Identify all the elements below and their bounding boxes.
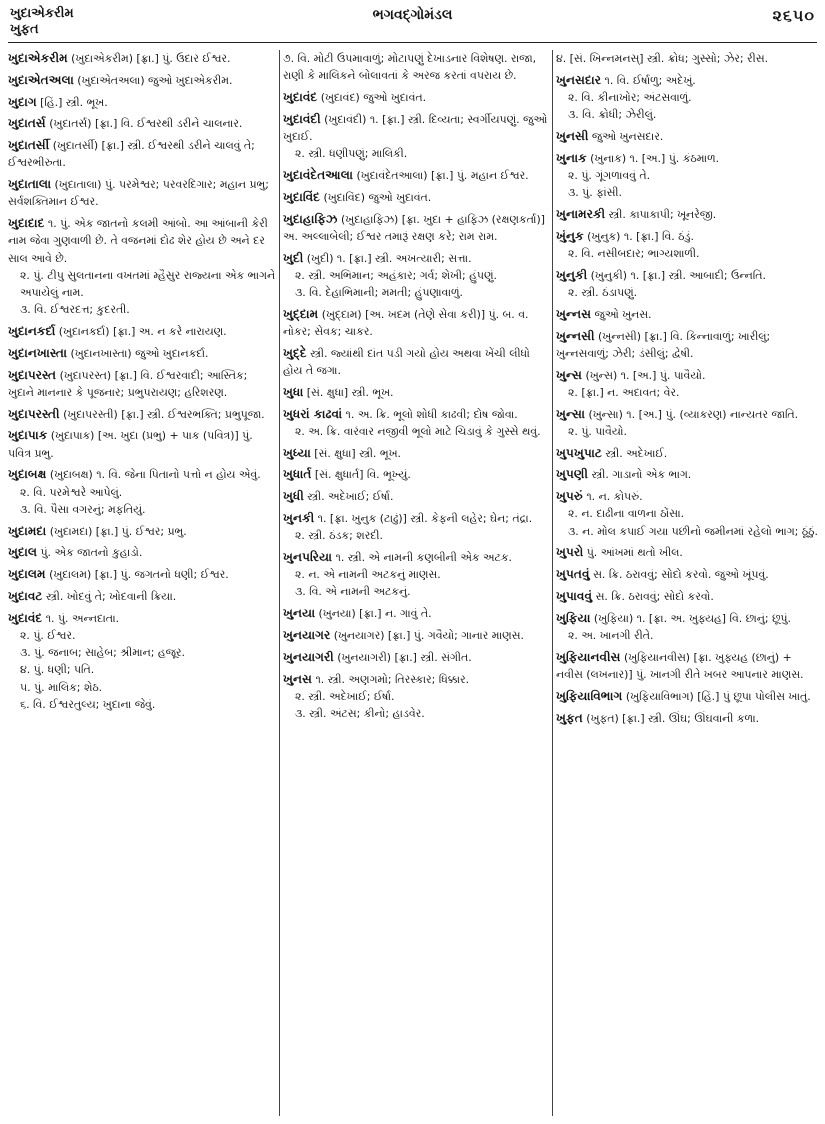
column-2 bbox=[283, 50, 549, 1118]
headword: ખુનાક bbox=[556, 150, 587, 165]
definition: (ખુફિયાવિભાગ) [હિં.] પું છૂપા પોલીસ ખાતું. bbox=[622, 689, 811, 703]
dictionary-entry bbox=[283, 89, 549, 106]
sense: ૩. પું. જનાબ; સાહેબ; શ્રીમાન; હજૂર. bbox=[20, 646, 185, 660]
definition: (ખુફિયા) ૧. [ફ્રા. અ. ખુફ્યહ] વિ. છાનું; છૂપું. bbox=[590, 611, 791, 625]
definition: સ્ત્રી. અદેખાઈ; ઈર્ષા. bbox=[303, 490, 394, 504]
sense: ૩. સ્ત્રી. અંટસ; કીનો; હાડવેર. bbox=[295, 706, 425, 720]
dictionary-entry bbox=[8, 427, 276, 461]
dictionary-entry bbox=[8, 610, 276, 713]
definition: (ખુદાલમ) [ફ્રા.] પું. જગતનો ધણી; ઈશ્વર. bbox=[45, 568, 229, 582]
definition: (ખુદાનકર્દા) [ફ્રા.] અ. ન કરે નારાયણ. bbox=[55, 325, 227, 338]
column-divider bbox=[552, 50, 553, 1116]
page-number: ૨૬૫૦ bbox=[772, 6, 815, 25]
definition: (ખુદાવંદેતઆલા) [ફ્રા.] પું. મહાન ઈશ્વર. bbox=[353, 169, 529, 182]
dictionary-entry bbox=[8, 345, 276, 362]
definition: [સં. ક્ષુધાર્ત] વિ. ભૂખ્યું. bbox=[311, 468, 411, 482]
dictionary-entry bbox=[283, 445, 549, 462]
headword: ખુદાવંદી bbox=[283, 111, 321, 126]
page-header bbox=[0, 0, 825, 36]
headword: ખુપરો bbox=[556, 545, 584, 560]
sense: ૩. ન. મોલ કપાઈ ગયા પછીનો જમીનમાં રહેલો ભાગ; ઠૂંઠું. bbox=[568, 524, 818, 538]
headword: ખુપતવું bbox=[556, 567, 590, 582]
sense: ૩. વિ. પૈસા વગરનું; મફતિયું. bbox=[20, 502, 146, 516]
sense: ૩. વિ. ઈશ્વરદત્ત; કુદરતી. bbox=[20, 303, 130, 317]
headword: ખુન્સ bbox=[556, 367, 582, 382]
definition: ૧. [ફ્રા. ખુનુક (ટાઢું)] સ્ત્રી. કેફની લહેર; ઘેન; તંદ્રા. bbox=[314, 511, 533, 525]
definition: સ. ક્રિ. ઠરાવવું; સોદો કરવો. જુઓ ખૂંપવું. bbox=[589, 568, 769, 582]
dictionary-entry bbox=[283, 211, 549, 245]
headword: ખુનયાગરી bbox=[283, 649, 334, 664]
dictionary-entry bbox=[8, 115, 276, 132]
dictionary-entry bbox=[283, 406, 549, 440]
headword: ખુદાએતઅલા bbox=[8, 72, 74, 87]
dictionary-entry bbox=[283, 306, 549, 340]
definition: ૧. પું. અન્નદાતા. bbox=[42, 611, 120, 625]
headword: ખુનસ bbox=[283, 671, 312, 686]
headword: ખુદાહાફિઝ bbox=[283, 211, 338, 226]
definition: [હિં.] સ્ત્રી. ભૂખ. bbox=[36, 95, 108, 109]
definition: જુઓ ખુનસદાર. bbox=[588, 130, 664, 143]
sense: ૪. પું. ધણી; પતિ. bbox=[20, 663, 95, 677]
column-3 bbox=[556, 50, 818, 1118]
dictionary-entry bbox=[556, 488, 818, 540]
headword: ખુનસી bbox=[556, 129, 589, 143]
headword: ખુનકી bbox=[283, 510, 315, 525]
dictionary-entry bbox=[283, 605, 549, 622]
dictionary-entry bbox=[556, 649, 818, 683]
headword: ખુનયા bbox=[283, 606, 316, 621]
dictionary-entry bbox=[556, 50, 818, 67]
dictionary-entry bbox=[556, 206, 818, 223]
dictionary-entry bbox=[556, 466, 818, 483]
sense: ૨. ન. દાઢીના વાળના ઠોંસા. bbox=[568, 507, 685, 521]
headword: ખુદી bbox=[283, 250, 304, 265]
definition: (ખુનયાગરી) [ફ્રા.] સ્ત્રી. સંગીત. bbox=[333, 650, 472, 664]
dictionary-entry bbox=[8, 406, 276, 423]
definition: ૧. ન. કોપરું. bbox=[582, 490, 643, 504]
headword: ખુદાવંદ bbox=[8, 610, 43, 625]
headword: ખુદાદાદ bbox=[8, 216, 45, 231]
headword: ખુપરું bbox=[556, 489, 583, 504]
definition: (ખુદાતર્સ) [ફ્રા.] વિ. ઈશ્વરથી ડરીને ચાલનાર. bbox=[45, 117, 243, 131]
headword: ખુફિયા bbox=[556, 610, 591, 625]
definition: (ખુન્સા) ૧. [અ.] પું. (વ્યાકરણ) નાન્યતર જાતિ. bbox=[584, 407, 799, 421]
dictionary-entry bbox=[283, 649, 549, 666]
headword: ખુદાવંદ bbox=[283, 90, 318, 104]
definition: ૧. પું. એક જાતનો કલમી આંબો. આ આંબાની કેરી નામ જેવા ગુણવાળી છે. તે વજનમાં દોઢ શેર હોય છે અને દર સાલ આવે છે. bbox=[8, 217, 268, 265]
sense: ૨. પું. ગૂંગળાવવું તે. bbox=[568, 169, 651, 182]
dictionary-entry bbox=[556, 710, 818, 727]
headword: ખુનપરિયા bbox=[283, 549, 333, 564]
guide-word-first: ખુદાએકરીમ bbox=[10, 6, 74, 21]
definition: (ખુફત) [ફ્રા.] સ્ત્રી. ઊંઘ; ઊંઘવાની કળા. bbox=[582, 711, 760, 725]
headword: ખુદ્દામ bbox=[283, 306, 319, 321]
headword: ખુનુકી bbox=[556, 267, 588, 282]
headword: ખુનયાગર bbox=[283, 627, 331, 642]
definition: (ખુદી) ૧. [ફ્રા.] સ્ત્રી. અખત્યારી; સત્તા. bbox=[303, 251, 472, 265]
definition: (ખુદાએકરીમ) [ફ્રા.] પું. ઉદાર ઈશ્વર. bbox=[67, 52, 231, 65]
headword: ખુદાપરસ્ત bbox=[8, 367, 57, 382]
headword: ખુદ્દે bbox=[283, 345, 307, 360]
definition: (ખુદાબક્ષ) ૧. વિ. જેના પિતાનો પત્તો ન હોય એવું. bbox=[46, 468, 261, 482]
definition: (ખુદાવંદી) ૧. [ફ્રા.] સ્ત્રી. દિવ્યતા; સ્વર્ગીયપણું. જુઓ ખુદાઈ. bbox=[283, 112, 548, 143]
definition: (ખુદાનખાસ્તા) જુઓ ખુદાનકર્દા. bbox=[67, 346, 209, 360]
definition: (ખુદાએતઅલા) જુઓ ખુદાએકરીમ. bbox=[73, 73, 233, 87]
headword: ખુપણી bbox=[556, 467, 589, 482]
sense: ૫. પું. માલિક; શેઠ. bbox=[20, 680, 103, 694]
definition: ૧. અ. ક્રિ. ભૂલો શોધી કાઢવી; દોષ જોવા. bbox=[342, 407, 518, 421]
definition: સ્ત્રી. જ્યાંથી દાંત પડી ગયો હોય અથવા ખેંચી લીધો હોય તે જગા. bbox=[283, 346, 530, 377]
definition: (ખુન્સ) ૧. [અ.] પું. પાવૈયો. bbox=[582, 368, 706, 382]
sense: ૨. પું. ટીપુ સુલતાનના વખતમાં મ્હૈસુર રાજ્યના એક ભાગને અપાયેલું નામ. bbox=[20, 268, 276, 299]
dictionary-entry bbox=[283, 671, 549, 723]
sense: ૨. પું. ઈશ્વર. bbox=[20, 628, 76, 642]
headword: ખુદાપરસ્તી bbox=[8, 406, 60, 421]
column-divider bbox=[279, 50, 280, 1116]
dictionary-entry bbox=[283, 167, 549, 184]
definition: સ્ત્રી. ખોદવું તે; ખોદવાની ક્રિયા. bbox=[42, 589, 177, 603]
sense: ૨. વિ. પરમેશ્વરે આપેલું. bbox=[20, 485, 123, 499]
definition: (ખુદાપરસ્ત) [ફ્રા.] વિ. ઈશ્વરવાદી; આસ્તિક; ખુદાને માનનાર કે પૂજનાર; પ્રભુપરાયણ; હરિશરણ. bbox=[8, 368, 248, 399]
headword: ખુપાવવું bbox=[556, 588, 593, 603]
headword: ખુંનુક bbox=[556, 228, 584, 243]
definition: ૧. વિ. ઈર્ષાળુ; અદેખું. bbox=[601, 73, 696, 87]
sense: ૨. વિ. નસીબદાર; ભાગ્યશાળી. bbox=[568, 247, 700, 260]
column-1 bbox=[8, 50, 276, 1118]
definition: સ્ત્રી. કાપાકાપી; ખૂનરેજી. bbox=[605, 208, 717, 221]
headword: ખુપખુપાટ bbox=[556, 445, 602, 460]
dictionary-entry bbox=[283, 345, 549, 379]
dictionary-entry bbox=[8, 367, 276, 401]
definition: પું. આંખમાં થતો ખીલ. bbox=[583, 546, 683, 560]
definition: (ખુદાપાક) [અ. ખુદા (પ્રભુ) + પાક (પવિત્ર)] પું. પવિત્ર પ્રભુ. bbox=[8, 429, 253, 460]
headword: ખુનામરકી bbox=[556, 207, 606, 221]
headword: ખુદામદા bbox=[8, 523, 47, 538]
definition: (ખુદાતર્સી) [ફ્રા.] સ્ત્રી. ઈશ્વરથી ડરીને ચાલવું તે; ઈશ્વરભીરુતા. bbox=[8, 139, 255, 170]
sense: ૨. ન. એ નામની અટકનું માણસ. bbox=[295, 568, 441, 582]
dictionary-entry bbox=[283, 250, 549, 302]
dictionary-entry bbox=[556, 128, 818, 145]
dictionary-entry bbox=[8, 176, 276, 210]
headword: ખુન્નસી bbox=[556, 328, 595, 343]
sense: ૨. સ્ત્રી. અદેખાઈ; ઈર્ષા. bbox=[295, 689, 395, 703]
headword: ખુફત bbox=[556, 710, 583, 725]
sense: ૨. સ્ત્રી. ઠંડક; શરદી. bbox=[295, 529, 383, 543]
dictionary-entry bbox=[556, 328, 818, 362]
dictionary-title: ભગવદ્ગોમંડલ bbox=[372, 7, 453, 23]
definition: ૭. વિ. મોટી ઉપમાવાળું; મોટાપણું દેખાડનાર વિશેષણ. રાજા, રાણી કે માલિકને બોલાવતાં કે અરજ કરતાં વપરાય છે. bbox=[283, 52, 537, 83]
definition: [સં. ક્ષુધા] સ્ત્રી. ભૂખ. bbox=[310, 446, 401, 460]
dictionary-entry bbox=[556, 306, 818, 323]
dictionary-entry bbox=[556, 588, 818, 605]
header-rule bbox=[8, 42, 817, 43]
dictionary-entry bbox=[283, 510, 549, 544]
headword: ખુદાનકર્દા bbox=[8, 324, 56, 338]
dictionary-entry bbox=[556, 72, 818, 124]
dictionary-entry bbox=[283, 50, 549, 84]
headword: ખુદાવટ bbox=[8, 588, 43, 603]
sense: ૩. પું. ફાંસી. bbox=[568, 186, 623, 200]
sense: ૨. સ્ત્રી. ધણીપણું; માલિકી. bbox=[295, 147, 408, 161]
sense: ૩. વિ. એ નામની અટકનું. bbox=[295, 585, 411, 599]
definition: સ. ક્રિ. ઠરાવવું; સોદો કરવો. bbox=[592, 589, 714, 603]
dictionary-entry bbox=[283, 466, 549, 483]
dictionary-entry bbox=[8, 544, 276, 561]
definition: (ખુનુક) ૧. [ફ્રા.] વિ. ઠંડું. bbox=[583, 229, 694, 243]
headword: ખુદાનખાસ્તા bbox=[8, 345, 67, 360]
dictionary-entry bbox=[8, 523, 276, 540]
definition: (ખુદાવંદ) જુઓ ખુદાવંત. bbox=[317, 91, 427, 104]
dictionary-entry bbox=[283, 488, 549, 505]
headword: ખુદાબક્ષ bbox=[8, 467, 47, 482]
sense: ૨. વિ. કીનાખોર; અંટસવાળું. bbox=[568, 91, 692, 104]
headword: ખુદાવિંદ bbox=[283, 189, 320, 204]
dictionary-entry bbox=[556, 228, 818, 262]
headword: ખુદાલ bbox=[8, 545, 38, 560]
dictionary-entry bbox=[283, 111, 549, 163]
headword: ખુધરાં કાઢવાં bbox=[283, 406, 343, 421]
headword: ખુન્નસ bbox=[556, 306, 592, 321]
headword: ખુફિયાવિભાગ bbox=[556, 688, 623, 703]
dictionary-entry bbox=[283, 627, 549, 644]
sense: ૨. અ. ક્રિ. વારંવાર નજીવી ભૂલો માટે ચિડાવું કે ગુસ્સે થવું. bbox=[295, 424, 541, 438]
definition: ૪. [સં. ખિન્નમનસ્] સ્ત્રી. ક્રોધ; ગુસ્સો; ઝેર; રીસ. bbox=[556, 52, 769, 65]
definition: (ખુનયાગર) [ફ્રા.] પું. ગવૈયો; ગાનાર માણસ. bbox=[330, 628, 524, 642]
dictionary-entry bbox=[556, 406, 818, 440]
dictionary-entry bbox=[556, 566, 818, 583]
dictionary-entry bbox=[556, 688, 818, 705]
headword: ખુધા bbox=[283, 384, 304, 399]
headword: ખુદાલમ bbox=[8, 567, 46, 582]
definition: (ખુન્નસી) [ફ્રા.] વિ. કિન્નાવાળું; ખારીલું; ખુન્નસવાળું; ઝેરી; ડંસીલું; દ્વેષી. bbox=[556, 329, 771, 360]
definition: ૧. સ્ત્રી. એ નામની કણબીની એક અટક. bbox=[332, 550, 512, 564]
dictionary-entry bbox=[556, 150, 818, 202]
definition: (ખુનયા) [ફ્રા.] ન. ગાવું તે. bbox=[315, 607, 432, 621]
definition: સ્ત્રી. ગાડાનો એક ભાગ. bbox=[588, 468, 692, 482]
headword: ખુદાપાક bbox=[8, 428, 48, 443]
sense: ૨. અ. ખાનગી રીતે. bbox=[568, 628, 654, 642]
headword: ખુદાવંદેતઆલા bbox=[283, 168, 354, 182]
headword: ખુનસદાર bbox=[556, 72, 602, 87]
dictionary-entry bbox=[8, 566, 276, 583]
definition: ૧. સ્ત્રી. અણગમો; તિરસ્કાર; ધિક્કાર. bbox=[311, 672, 470, 686]
dictionary-entry bbox=[8, 94, 276, 111]
dictionary-entry bbox=[8, 588, 276, 605]
dictionary-entry bbox=[556, 267, 818, 301]
definition: [સં. ક્ષુધા] સ્ત્રી. ભૂખ. bbox=[303, 385, 394, 399]
definition: (ખુનુકી) ૧. [ફ્રા.] સ્ત્રી. આબાદી; ઉન્નતિ. bbox=[587, 268, 766, 282]
sense: ૩. વિ. ક્રોધી; ઝેરીલું. bbox=[568, 108, 657, 122]
sense: ૬. વિ. ઈશ્વરતુલ્ય; ખુદાના જેવું. bbox=[20, 697, 156, 711]
definition: (ખુદાપરસ્તી) [ફ્રા.] સ્ત્રી. ઈશ્વરભક્તિ; પ્રભુપૂજા. bbox=[59, 407, 265, 421]
definition: જુઓ ખુનસ. bbox=[591, 307, 652, 321]
sense: ૨. [ફ્રા.] ન. અદાવત; વેર. bbox=[568, 385, 680, 399]
headword: ખુફિયાનવીસ bbox=[556, 649, 621, 664]
definition: પું. એક જાતનો કુહાડો. bbox=[37, 546, 143, 560]
definition: (ખુદાવિંદ) જુઓ ખુદાવંત. bbox=[319, 190, 432, 204]
definition: (ખુનાક) ૧. [અ.] પું. કંઠમાળ. bbox=[586, 151, 720, 165]
dictionary-entry bbox=[556, 610, 818, 644]
dictionary-entry bbox=[8, 466, 276, 518]
headword: ખુદાએકરીમ bbox=[8, 51, 68, 65]
headword: ખુદાતર્સ bbox=[8, 116, 46, 131]
definition: (ખુદાતાલા) પું. પરમેશ્વર; પરવરદિગાર; મહાન પ્રભુ; સર્વશક્તિમાન ઈશ્વર. bbox=[8, 178, 269, 209]
dictionary-entry bbox=[556, 445, 818, 462]
sense: ૨. પું. પાવૈયો. bbox=[568, 424, 627, 438]
headword: ખુદાતર્સી bbox=[8, 138, 50, 153]
headword: ખુન્સા bbox=[556, 406, 585, 421]
dictionary-entry bbox=[283, 189, 549, 206]
headword: ખુધી bbox=[283, 489, 304, 504]
dictionary-entry bbox=[8, 137, 276, 171]
dictionary-entry bbox=[8, 72, 276, 89]
definition: સ્ત્રી. અદેખાઈ. bbox=[601, 446, 668, 460]
headword: ખુદાગ bbox=[8, 94, 37, 109]
sense: ૨. સ્ત્રી. ઠંડાપણું. bbox=[568, 286, 638, 299]
dictionary-entry bbox=[556, 367, 818, 401]
headword: ખુધાર્ત bbox=[283, 467, 312, 482]
dictionary-entry bbox=[8, 50, 276, 67]
definition: (ખુદામદા) [ફ્રા.] પું. ઈશ્વર; પ્રભુ. bbox=[46, 524, 187, 538]
sense: ૨. સ્ત્રી. અભિમાન; અહંકાર; ગર્વ; શેખી; હુંપણું. bbox=[295, 268, 497, 282]
guide-word-last: ખુફત bbox=[10, 22, 39, 37]
dictionary-entry bbox=[8, 323, 276, 340]
headword: ખુધ્યા bbox=[283, 445, 311, 460]
definition: (ખુફિયાનવીસ) [ફ્રા. ખુફ્યહ (છાનું) + નવીસ (લખનાર)] પું. ખાનગી રીતે ખબર આપનાર માણસ. bbox=[556, 650, 804, 681]
dictionary-entry bbox=[8, 215, 276, 318]
sense: ૩. વિ. દેહાભિમાની; મમતી; હુંપણાવાળું. bbox=[295, 286, 463, 299]
dictionary-entry bbox=[283, 549, 549, 601]
dictionary-entry bbox=[556, 544, 818, 561]
headword: ખુદાતાલા bbox=[8, 177, 52, 192]
definition: (ખુદાહાફિઝ) [ફ્રા. ખુદા + હાફિઝ (રક્ષણકર્તા)] અ. અલ્લાબેલી; ઈશ્વર તમારૂં રક્ષણ કરે; રામ રામ. bbox=[283, 212, 545, 243]
dictionary-entry bbox=[283, 384, 549, 401]
definition: (ખુદ્દામ) [અ. ખદમ (તેણે સેવા કરી)] પું. બ. વ. નોકર; સેવક; ચાકર. bbox=[283, 307, 529, 338]
